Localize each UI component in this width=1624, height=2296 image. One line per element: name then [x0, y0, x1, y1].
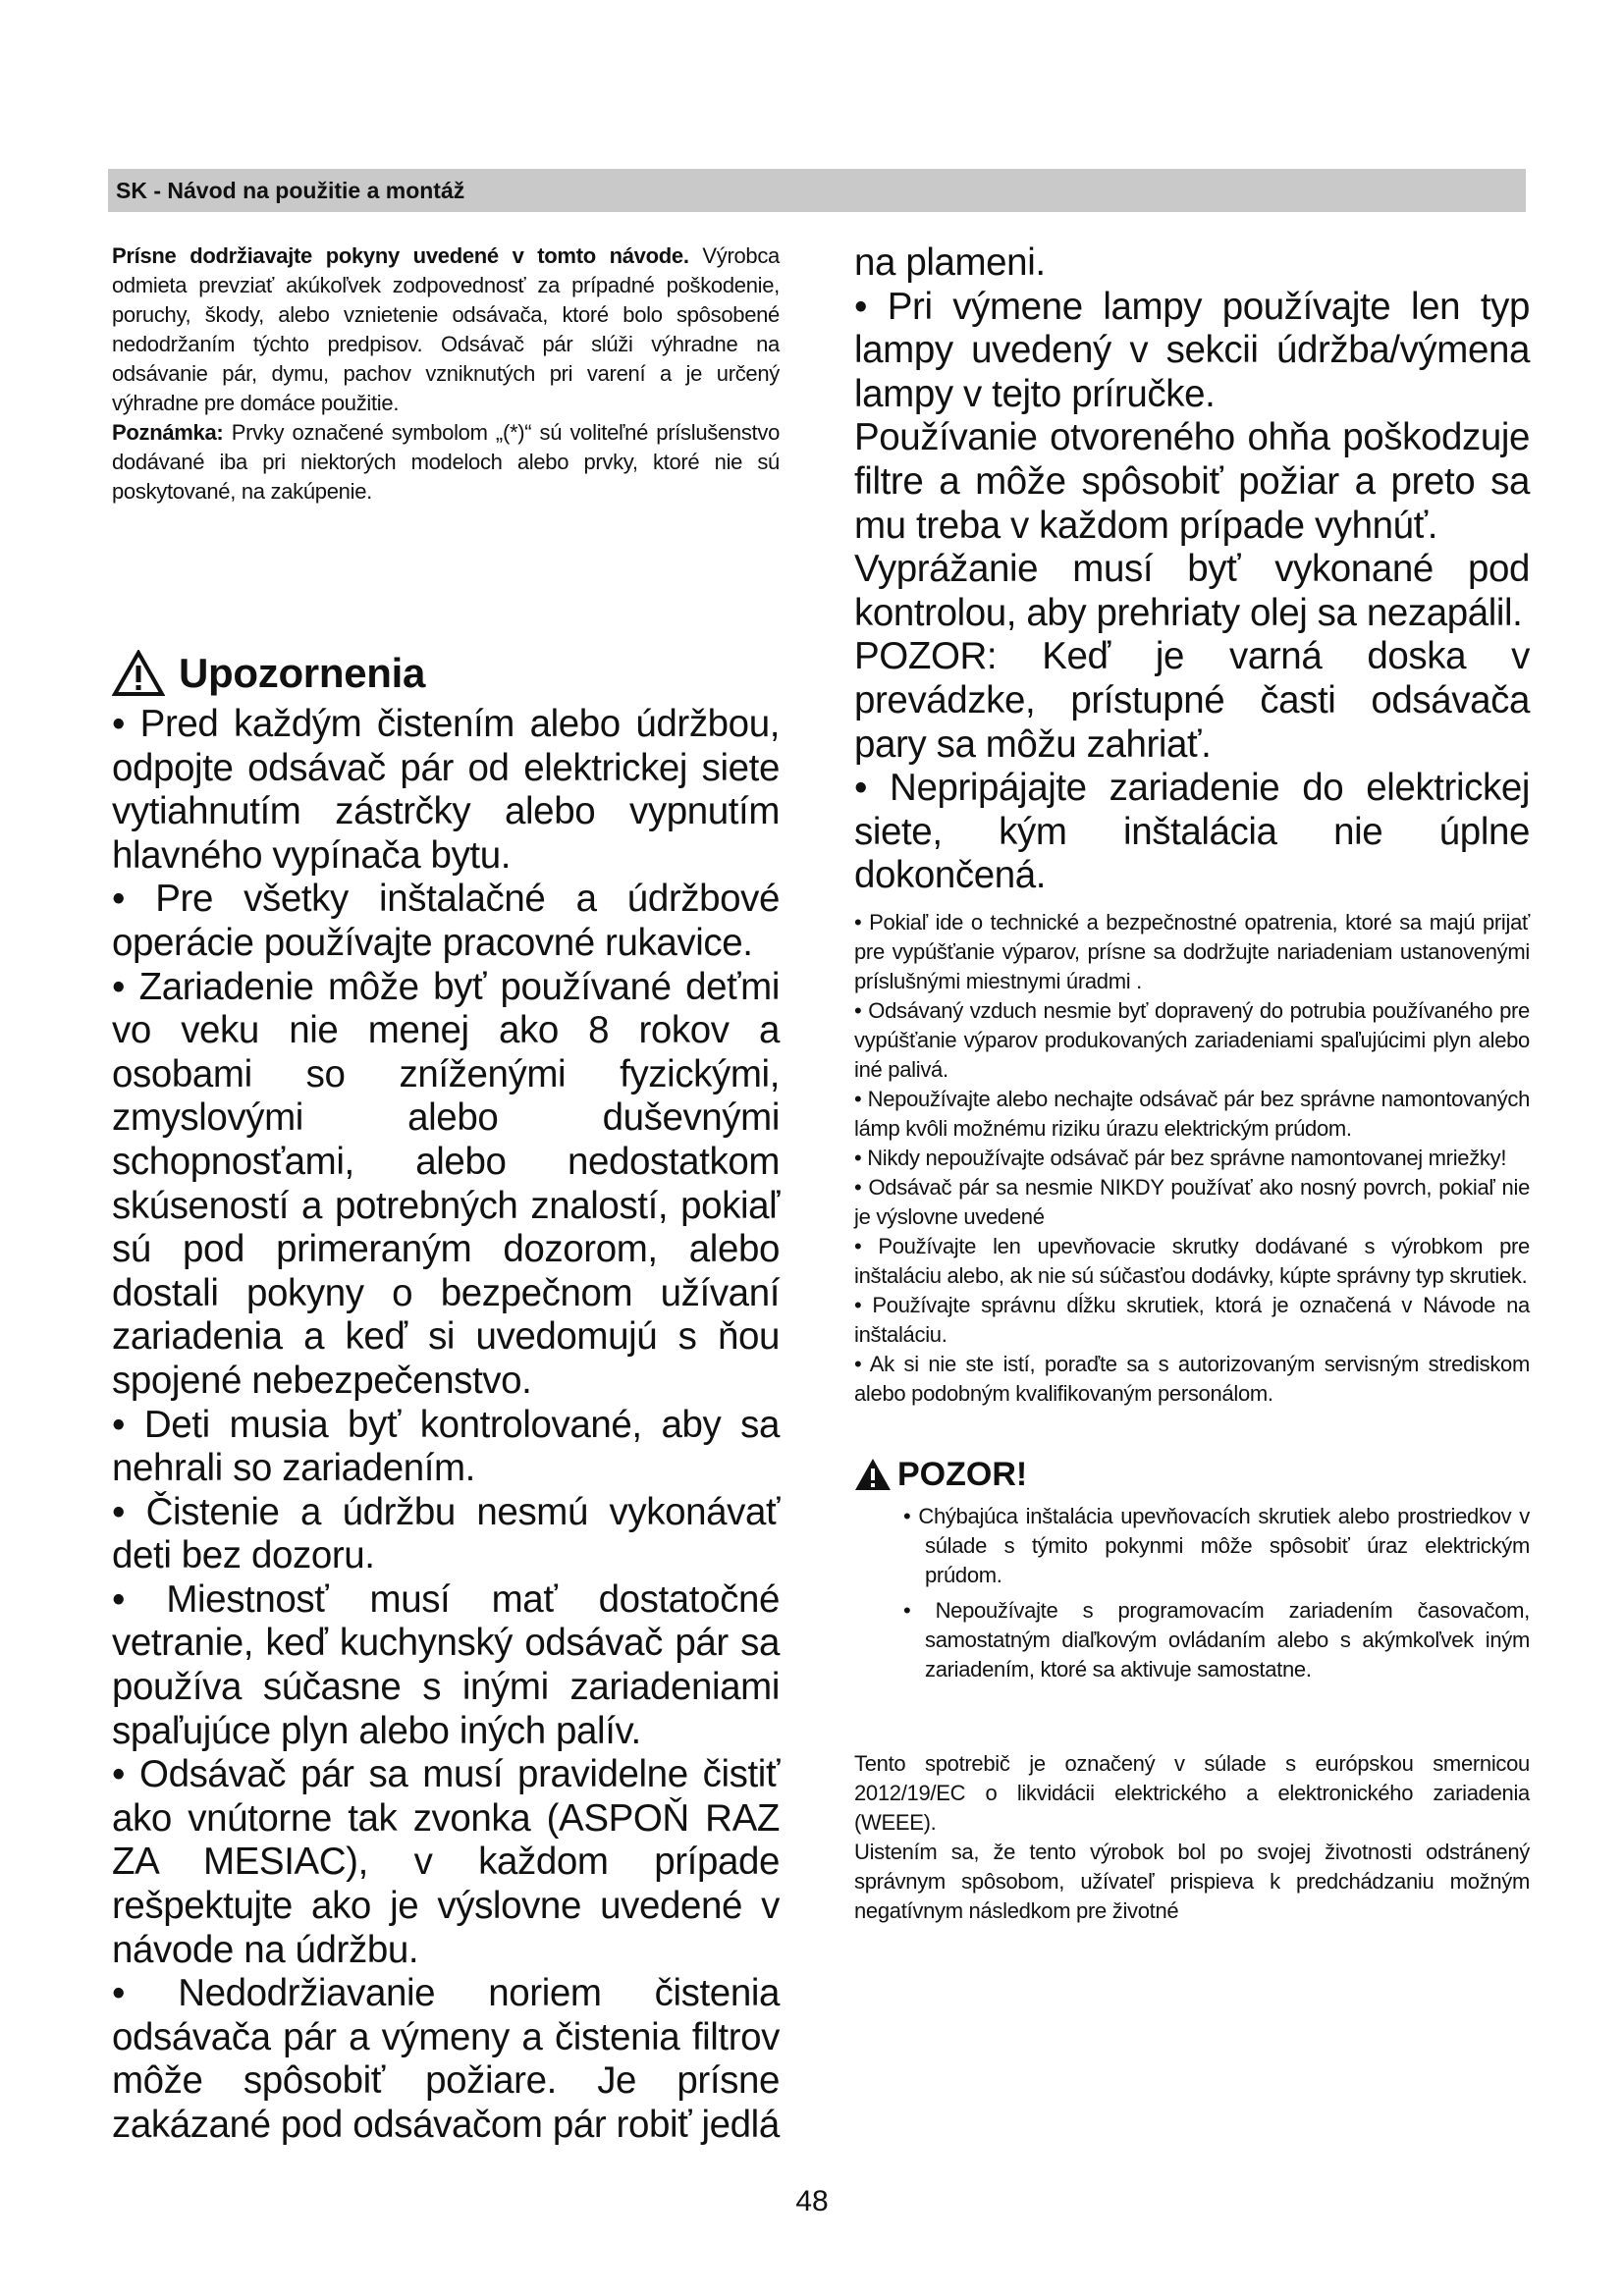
pozor-list	[854, 1502, 1530, 1684]
safety-note: • Ak si nie ste istí, poraďte sa s autorizovaným servisným strediskom alebo podobným kvalifikovaným personálom.	[854, 1351, 1530, 1406]
section-header-bar	[108, 169, 1526, 212]
safety-note: • Používajte len upevňovacie skrutky dodávané s výrobkom pre inštaláciu alebo, ak nie sú súčasťou dodávky, kúpte správny typ skrutiek.	[854, 1233, 1530, 1288]
note-paragraph	[112, 418, 780, 507]
right-paragraph: • Pri výmene lampy používajte len typ lampy uvedený v sekcii údržba/výmena lampy v tejto príručke.	[854, 285, 1530, 415]
warning-item: • Odsávač pár sa musí pravidelne čistiť ako vnútorne tak zvonka (ASPOŇ RAZ ZA MESIAC), v každom prípade rešpektujte ako je výslovne uvedené v návode na údržbu.	[112, 1753, 780, 1971]
weee-paragraph: Tento spotrebič je označený v súlade s európskou smernicou 2012/19/EC o likvidácii elektrického a elektronického zariadenia (WEEE).	[854, 1750, 1530, 1835]
safety-notes	[854, 908, 1530, 1409]
pozor-heading	[854, 1456, 1530, 1494]
right-paragraph: • Nepripájajte zariadenie do elektrickej siete, kým inštalácia nie úplne dokončená.	[854, 767, 1530, 897]
warning-item: • Nedodržiavanie noriem čistenia odsávača pár a výmeny a čistenia filtrov môže spôsobiť požiare. Je prísne zakázané pod odsávačom pár robiť jedlá	[112, 1972, 780, 2146]
safety-note: • Nepoužívajte alebo nechajte odsávač pár bez správne namontovaných lámp kvôli možnému riziku úrazu elektrickým prúdom.	[854, 1086, 1530, 1141]
right-paragraph: Vyprážanie musí byť vykonané pod kontrolou, aby prehriaty olej sa nezapálil.	[854, 548, 1530, 634]
safety-note: • Nikdy nepoužívajte odsávač pár bez správne namontovanej mriežky!	[854, 1145, 1507, 1170]
weee-paragraph: Uistením sa, že tento výrobok bol po svojej životnosti odstránený správnym spôsobom, užívateľ prispieva k predchádzaniu možným negatívnym následkom pre životné	[854, 1839, 1530, 1923]
page-number: 48	[795, 2185, 829, 2217]
right-paragraph: na plameni.	[854, 241, 1046, 284]
left-column	[112, 241, 780, 2148]
weee-notice	[854, 1749, 1530, 1926]
warning-item: • Zariadenie môže byť používané deťmi vo veku nie menej ako 8 rokov a osobami so zníženými fyzickými, zmyslovými alebo duševnými schopnosťami, alebo nedostatkom skúseností a potrebných znalostí, pokiaľ sú pod primeraným dozorom, alebo dostali pokyny o bezpečnom užívaní zariadenia a keď si uvedomujú s ňou spojené nebezpečenstvo.	[112, 965, 780, 1402]
warning-item: • Čistenie a údržbu nesmú vykonávať deti bez dozoru.	[112, 1490, 780, 1577]
right-column	[854, 241, 1530, 1926]
intro-text: Výrobca odmieta prevziať akúkoľvek zodpovednosť za prípadné poškodenie, poruchy, škody, alebo vznietenie odsávača, ktoré bolo spôsobené nedodržaním týchto predpisov. Odsávač pár slúži výhradne na odsávanie pár, dymu, pachov vzniknutých pri varení a je určený výhradne pre domáce použitie.	[112, 243, 780, 415]
safety-note: • Odsávač pár sa nesmie NIKDY používať ako nosný povrch, pokiaľ nie je výslovne uvedené	[854, 1174, 1530, 1229]
pozor-title: POZOR!	[897, 1455, 1028, 1493]
section-title: SK - Návod na použitie a montáž	[116, 178, 465, 203]
pozor-item: • Chýbajúca inštalácia upevňovacích skrutiek alebo prostriedkov v súlade s týmito pokynmi môže spôsobiť úraz elektrickým prúdom.	[903, 1503, 1530, 1587]
warning-item: • Pred každým čistením alebo údržbou, odpojte odsávač pár od elektrickej siete vytiahnutím zástrčky alebo vypnutím hlavného vypínača bytu.	[112, 703, 780, 877]
warning-filled-icon	[854, 1458, 892, 1491]
intro-strong: Prísne dodržiavajte pokyny uvedené v tomto návode.	[112, 243, 689, 268]
note-text: Prvky označené symbolom „(*)“ sú voliteľné príslušenstvo dodávané iba pri niektorých modeloch alebo prvky, ktoré nie sú poskytované, na zakúpenie.	[112, 420, 780, 504]
warnings-title: Upozornenia	[179, 650, 426, 696]
right-paragraph: Používanie otvoreného ohňa poškodzuje filtre a môže spôsobiť požiar a preto sa mu treba v každom prípade vyhnúť.	[854, 416, 1530, 547]
right-paragraph: POZOR: Keď je varná doska v prevádzke, prístupné časti odsávača pary sa môžu zahriať.	[854, 635, 1530, 766]
intro-paragraph	[112, 241, 780, 418]
safety-note: • Pokiaľ ide o technické a bezpečnostné opatrenia, ktoré sa majú prijať pre vypúšťanie výparov, prísne sa dodržujte nariadeniam ustanovenými príslušnými miestnymi úradmi .	[854, 909, 1530, 993]
warning-item: • Deti musia byť kontrolované, aby sa nehrali so zariadením.	[112, 1403, 780, 1490]
warning-triangle-icon	[112, 650, 165, 697]
warning-item: • Miestnosť musí mať dostatočné vetranie, keď kuchynský odsávač pár sa používa súčasne s inými zariadeniami spaľujúce plyn alebo iných palív.	[112, 1577, 780, 1752]
note-label: Poznámka:	[112, 420, 224, 445]
safety-note: • Používajte správnu dĺžku skrutiek, ktorá je označená v Návode na inštaláciu.	[854, 1292, 1530, 1347]
safety-note: • Odsávaný vzduch nesmie byť dopravený do potrubia používaného pre vypúšťanie výparov produkovaných zariadeniami spaľujúcimi plyn alebo iné palivá.	[854, 997, 1530, 1082]
warnings-heading	[112, 650, 780, 697]
warning-item: • Pre všetky inštalačné a údržbové operácie používajte pracovné rukavice.	[112, 878, 780, 964]
pozor-item: • Nepoužívajte s programovacím zariadením časovačom, samostatným diaľkovým ovládaním alebo s akýmkoľvek iným zariadením, ktoré sa aktivuje samostatne.	[903, 1597, 1530, 1682]
